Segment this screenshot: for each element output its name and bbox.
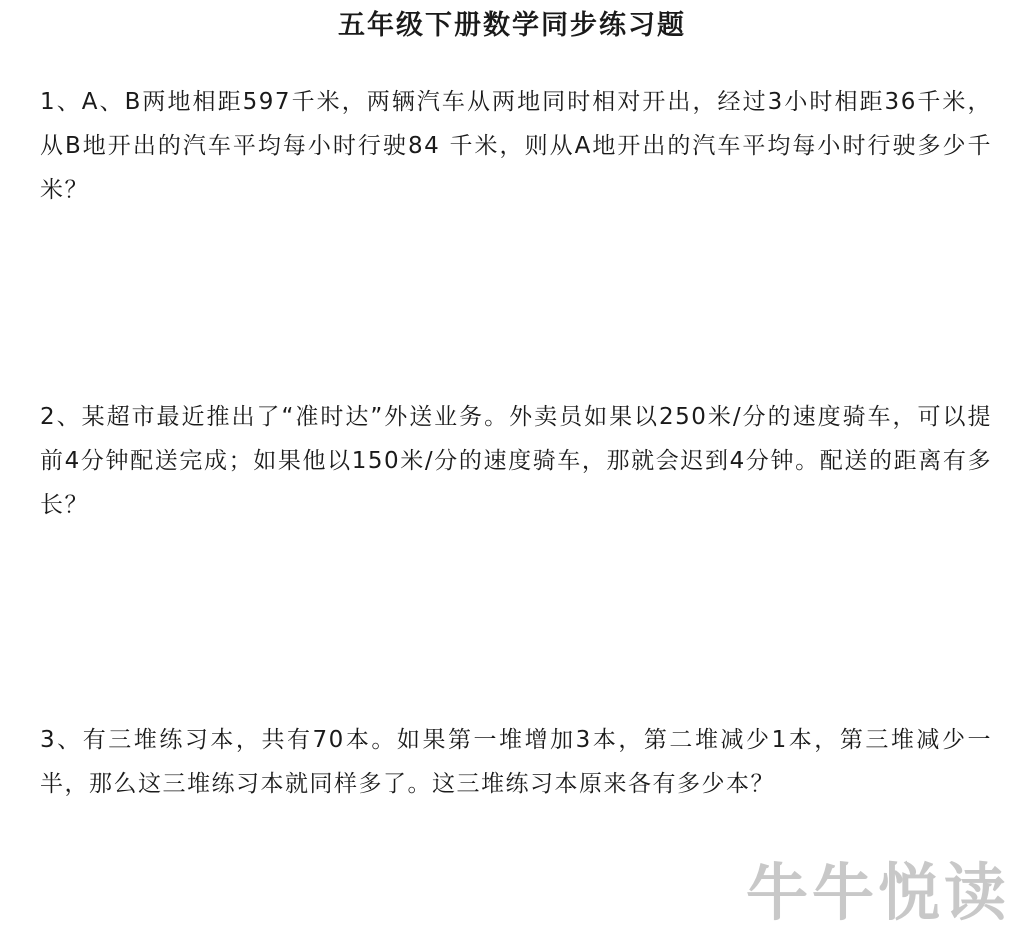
watermark-logo: 牛牛悦读	[745, 856, 1010, 929]
question-3: 3、有三堆练习本，共有70本。如果第一堆增加3本，第二堆减少1本，第三堆减少一半，那么这三堆练习本就同样多了。这三堆练习本原来各有多少本？	[40, 727, 992, 797]
question-2: 2、某超市最近推出了“准时达”外送业务。外卖员如果以250米/分的速度骑车，可以提前4分钟配送完成；如果他以150米/分的速度骑车，那就会迟到4分钟。配送的距离有多长？	[40, 404, 992, 518]
page-title: 五年级下册数学同步练习题	[338, 10, 686, 41]
question-1: 1、A、B两地相距597千米，两辆汽车从两地同时相对开出，经过3小时相距36千米，从B地开出的汽车平均每小时行驶84 千米，则从A地开出的汽车平均每小时行驶多少千米？	[40, 89, 992, 203]
